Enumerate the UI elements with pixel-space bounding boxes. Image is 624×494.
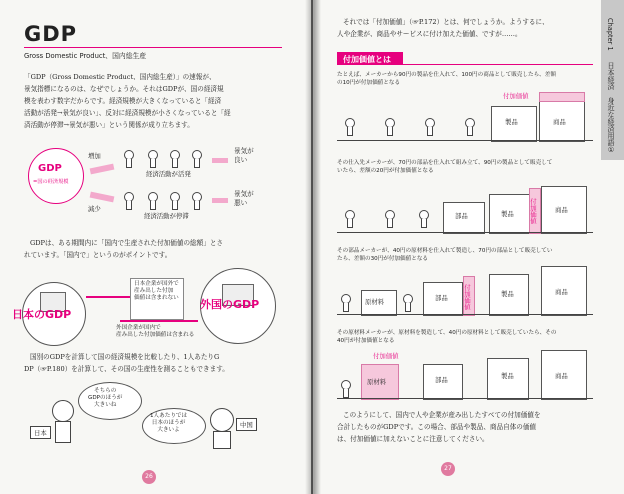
baseline (337, 140, 593, 141)
added-value-label: 付加価値 (373, 352, 399, 360)
bad-label: 景気が 悪い (234, 190, 254, 207)
person-figure (339, 294, 349, 312)
decrease-label: 減少 (88, 205, 101, 213)
person-figure (383, 210, 393, 228)
right-page: それでは「付加価値」（☞P.172）とは、何でしょうか。ようするに、 人や企業が、商品やサービスに付け加えた価値、ですが……。 付加価値とは たとえば、メーカーから90円の製品を仕入れて、100円の商品として販売したら、差額 の10円が付加価値となる 製品 商品 付加価値 その仕入先メーカーが、70円の部品を仕入れて組み立て、90円の製品として販売して いたら、差額の20円が付加価値となる 部品 製品 付加価値 商品 その部品メーカーが、40円の原材料を仕入れて製造し、70円の部品として販売してい たら、差額の30円が付加価値となる 原材料 部品 付加価値 製品 商品 その原材料メーカーが、原材料を製造して、40円の原材料として販売していたら、その 40円が付加価値となる 原材料 付加価値 部品 製品 商品 このようにして、国内で人や企業が産み出したすべての付加価値を 合計したものがGDPです。この場合、部品や製品、商品自体の価値 は、付加価値に加えないことに注意してください。 Chapter 1 日本経済 身近な経済用語① 27 (313, 0, 624, 494)
page-subtitle: Gross Domestic Product、国内総生産 (24, 52, 147, 60)
worker-figure (122, 150, 132, 168)
person-figure (401, 294, 411, 312)
arrow-out (86, 296, 130, 298)
parts-label: 部品 (435, 376, 448, 384)
added-value-bar (539, 92, 585, 102)
book-gutter (305, 0, 321, 494)
parts-label: 部品 (435, 294, 448, 302)
baseline (337, 314, 593, 315)
china-label: 中国 (236, 418, 257, 431)
note-excluded: 日本企業が国外で 産み出した付加 価値は含まれない (134, 281, 179, 301)
section-title: 付加価値とは (343, 55, 391, 64)
worker-figure (146, 150, 156, 168)
japan-gdp-label: 日本のGDP (12, 308, 72, 321)
bubble-china-text: 1人あたりでは 日本のほうが 大きいよ (150, 413, 188, 433)
worker-figure (190, 192, 200, 210)
up-arrow (90, 164, 115, 175)
page-number: 27 (441, 462, 455, 476)
product-label: 製品 (505, 118, 518, 126)
added-value-label: 付加価値 (529, 198, 537, 224)
product-label: 製品 (501, 290, 514, 298)
section-rule (403, 64, 593, 65)
goods-label: 商品 (553, 118, 566, 126)
person-figure (343, 118, 353, 136)
gdp-circle (28, 148, 84, 204)
page-number: 26 (142, 470, 156, 484)
japan-label: 日本 (30, 426, 51, 439)
worker-figure (146, 192, 156, 210)
baseline (337, 398, 593, 399)
product-label: 製品 (501, 372, 514, 380)
person-figure (423, 118, 433, 136)
person-figure (343, 210, 353, 228)
title-rule (24, 47, 282, 48)
increase-label: 増加 (88, 152, 101, 160)
person-figure (417, 210, 427, 228)
worker-figure (168, 150, 178, 168)
baseline (337, 232, 593, 233)
japan-person-head (52, 400, 74, 422)
added-value-label: 付加価値 (503, 92, 529, 100)
active-label: 経済活動が活発 (146, 170, 191, 178)
goods-label: 商品 (555, 288, 568, 296)
worker-figure (190, 150, 200, 168)
worker-figure (122, 192, 132, 210)
goods-label: 商品 (555, 206, 568, 214)
china-person-body (213, 431, 231, 449)
japan-person-body (55, 421, 71, 443)
person-figure (383, 118, 393, 136)
page-title: GDP (24, 22, 78, 46)
product-label: 製品 (501, 210, 514, 218)
person-figure (463, 118, 473, 136)
goods-label: 商品 (555, 372, 568, 380)
parts-label: 部品 (455, 212, 468, 220)
to-good-arrow (212, 158, 228, 163)
gdp-circle-title: GDP (38, 163, 62, 174)
note-included: 外国企業が国内で 産み出した付加価値は含まれる (116, 325, 195, 338)
china-person-head (210, 408, 234, 432)
added-value-label: 付加価値 (463, 284, 471, 310)
good-label: 景気が 良い (234, 147, 254, 164)
down-arrow (90, 192, 115, 203)
person-figure (339, 380, 349, 398)
worker-figure (168, 192, 178, 210)
chapter-title: 日本経済 身近な経済用語① (607, 62, 615, 154)
to-bad-arrow (212, 198, 228, 203)
left-page: GDP Gross Domestic Product、国内総生産 「GDP（Gross Domestic Product、国内総生産）」の速報が、 景気指標になるのは、なぜでしょうか。それはGDPが、国の経済規 模を表わす数字だからです。経済規模が大きくなっていると「経済 活動が活発→景気が良い」、反対に経済規模が小さくなっていると「経 済活動が停滞→景気が悪い」という関係が成り立ちます。 GDP =国の経済規模 増加 減少 経済活動が活発 経済活動が停滞 景気が 良い 景気が 悪い GDPは、ある期間内に「国内で生産された付加価値の総額」とさ れています。「国内で」というのがポイントです。 日本のGDP 外国のGDP 日本企業が国外で 産み出した付加 価値は含まれない 外国企業が国内で 産み出した付加価値は含まれる 国別のGDPを計算して国の経済規模を比較したり、1人あたりG DP（☞P.180）を計算して、その国の生産性を測ることもできます。 そちらの GDPのほうが 大きいね 1人あたりでは 日本のほうが 大きいよ 日本 中国 26 (0, 0, 311, 494)
material-label: 原材料 (367, 378, 387, 386)
foreign-gdp-label: 外国のGDP (200, 298, 260, 311)
arrow-in (120, 320, 198, 322)
gdp-circle-sub: =国の経済規模 (33, 179, 69, 185)
bubble-japan-text: そちらの GDPのほうが 大きいね (88, 388, 123, 408)
chapter-label: Chapter 1 (606, 18, 614, 51)
material-label: 原材料 (365, 298, 385, 306)
stagnant-label: 経済活動が停滞 (144, 212, 189, 220)
